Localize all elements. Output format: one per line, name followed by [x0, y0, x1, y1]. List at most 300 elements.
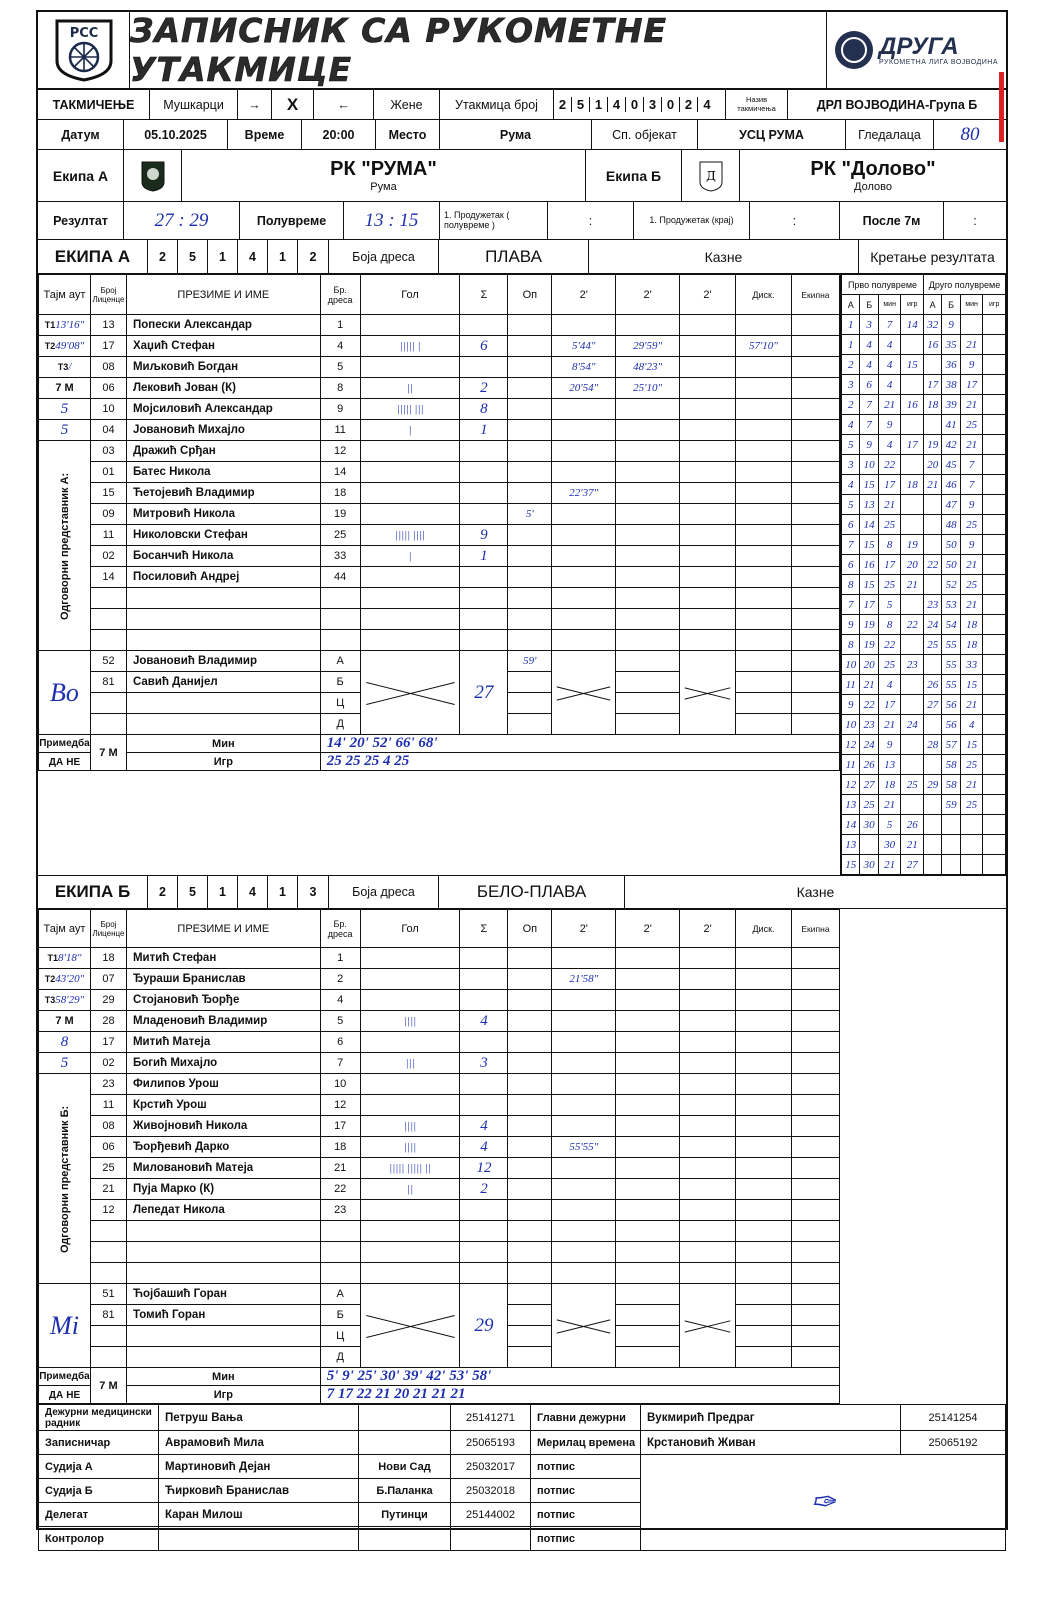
official-license: 52 [90, 651, 126, 672]
progress-igr-first: 20 [901, 555, 924, 575]
progress-igr-second [983, 475, 1006, 495]
player-team-penalty [791, 1095, 839, 1116]
official-2min-2 [616, 672, 680, 693]
time-value: 20:00 [302, 120, 376, 149]
player-name: Посиловић Андреј [126, 567, 320, 588]
federation-logo [38, 12, 130, 88]
player-2min-1 [552, 315, 616, 336]
date-label: Датум [38, 120, 124, 149]
team-b-crest [682, 150, 740, 201]
player-shirt [320, 588, 360, 609]
th-sum-b: Σ [460, 910, 508, 948]
player-2min-1 [552, 1053, 616, 1074]
player-disq [736, 1011, 792, 1032]
progress-b-second [942, 815, 960, 835]
player-2min-2 [616, 483, 680, 504]
player-2min-2 [616, 1221, 680, 1242]
player-shirt: 1 [320, 948, 360, 969]
player-op [508, 1074, 552, 1095]
progress-min-first: 21 [878, 495, 901, 515]
footer-name-5 [159, 1527, 359, 1551]
player-shirt: 33 [320, 546, 360, 567]
player-disq [736, 1137, 792, 1158]
progress-b-second: 55 [942, 675, 960, 695]
player-name: Лепедат Никола [126, 1200, 320, 1221]
player-2min-1 [552, 441, 616, 462]
progress-col-a2: А [923, 295, 941, 315]
player-shirt: 12 [320, 1095, 360, 1116]
player-team-penalty [791, 1116, 839, 1137]
progress-igr-second [983, 775, 1006, 795]
player-2min-1: 5'44" [552, 336, 616, 357]
player-license: 18 [90, 948, 126, 969]
player-2min-1: 8'54" [552, 357, 616, 378]
player-license [90, 588, 126, 609]
team-b-code-digit: 3 [309, 885, 317, 899]
progress-igr-first: 22 [901, 615, 924, 635]
note-yesno-b[interactable]: ДА НЕ [39, 1386, 91, 1404]
player-disq [736, 1179, 792, 1200]
player-disq [735, 483, 791, 504]
player-sum [460, 567, 508, 588]
footer-role-5: Контролор [39, 1527, 159, 1551]
player-op [508, 1179, 552, 1200]
progress-min-second: 9 [960, 495, 983, 515]
player-goals: | [360, 420, 460, 441]
progress-min-first: 5 [878, 595, 901, 615]
player-2min-1 [552, 948, 616, 969]
progress-col-b1: Б [860, 295, 878, 315]
progress-a-first: 7 [842, 535, 860, 555]
progress-igr-first [901, 795, 924, 815]
th-two-3-b: 2' [680, 910, 736, 948]
progress-igr-second [983, 675, 1006, 695]
timeout-cell-b[interactable]: Т18'18" [39, 948, 91, 969]
official-op [508, 693, 552, 714]
footer-city-2: Нови Сад [359, 1455, 451, 1479]
progress-igr-second [983, 715, 1006, 735]
official-license: 81 [90, 672, 126, 693]
official-op [508, 1326, 552, 1347]
progress-row [842, 575, 1006, 595]
player-license [90, 1221, 126, 1242]
progress-row [842, 615, 1006, 635]
progress-row [842, 675, 1006, 695]
progress-min-second: 21 [960, 395, 983, 415]
player-goals [360, 1095, 460, 1116]
progress-a-second: 29 [923, 775, 941, 795]
team-a-code-digit: 1 [208, 240, 238, 273]
player-2min-3 [680, 483, 736, 504]
footer-role-1: Записничар [39, 1431, 159, 1455]
official-team-penalty [791, 651, 839, 672]
progress-row [842, 775, 1006, 795]
note-player-values-a: 25 25 25 4 25 [320, 753, 839, 771]
ot2-label: 1. Продужетак (крај) [634, 202, 750, 239]
player-team-penalty [791, 315, 839, 336]
official-team-penalty [791, 1305, 839, 1326]
progress-igr-second [983, 315, 1006, 335]
progress-b-first: 19 [860, 615, 878, 635]
footer-role-4: Делегат [39, 1503, 159, 1527]
team-a-penalties-label: Казне [589, 240, 859, 273]
progress-min-first: 17 [878, 695, 901, 715]
player-2min-3 [680, 588, 736, 609]
player-2min-3 [680, 336, 736, 357]
progress-a-second: 32 [923, 315, 941, 335]
player-sum: 6 [460, 336, 508, 357]
team-b-city: Долово [854, 181, 892, 193]
progress-col-a1: А [842, 295, 860, 315]
official-license: 81 [90, 1305, 126, 1326]
player-team-penalty [791, 1263, 839, 1284]
team-b-label: Екипа Б [586, 150, 682, 201]
official-license [90, 693, 126, 714]
officials-2min-blocked-2 [680, 651, 736, 735]
progress-a-first: 4 [842, 475, 860, 495]
player-op [508, 1053, 552, 1074]
player-disq [735, 504, 791, 525]
progress-igr-second [983, 815, 1006, 835]
player-op [508, 1221, 552, 1242]
player-sum [460, 630, 508, 651]
progress-b-first: 20 [860, 655, 878, 675]
progress-a-second [923, 715, 941, 735]
progress-min-first: 21 [878, 395, 901, 415]
player-name [126, 1242, 320, 1263]
player-goals: ||||| ||| [360, 399, 460, 420]
official-name [126, 714, 320, 735]
player-team-penalty [791, 588, 839, 609]
progress-igr-second [983, 415, 1006, 435]
player-shirt [320, 1263, 360, 1284]
progress-min-second: 15 [960, 735, 983, 755]
player-team-penalty [791, 948, 839, 969]
seven-meter-attempts: 5 [39, 420, 91, 441]
progress-min-first: 21 [878, 855, 901, 875]
team-b-code-digit: 4 [238, 876, 268, 908]
official-op [508, 1305, 552, 1326]
player-disq [735, 462, 791, 483]
men-mark[interactable]: X [272, 90, 314, 119]
progress-a-second [923, 795, 941, 815]
seven-meter-label-b: 7 М [39, 1011, 91, 1032]
progress-a-second: 23 [923, 595, 941, 615]
player-op [508, 948, 552, 969]
progress-b-second: 9 [942, 315, 960, 335]
progress-a-second [923, 835, 941, 855]
progress-row [842, 755, 1006, 775]
player-shirt: 4 [320, 336, 360, 357]
player-2min-1 [552, 990, 616, 1011]
team-a-signature: Bo [39, 651, 91, 735]
official-slot: Ц [320, 693, 360, 714]
progress-row [842, 435, 1006, 455]
timeout-cell[interactable]: Т249'08" [39, 336, 91, 357]
team-a-name: РК "РУМА" [330, 158, 437, 180]
th-two-2: 2' [616, 275, 680, 315]
player-2min-2 [616, 1074, 680, 1095]
progress-a-first: 8 [842, 635, 860, 655]
team-a-representative: Одговорни представник А: [39, 441, 91, 651]
progress-b-first: 7 [860, 415, 878, 435]
progress-min-first: 4 [878, 675, 901, 695]
match-number-digits [554, 90, 726, 119]
player-name [126, 630, 320, 651]
progress-row [842, 595, 1006, 615]
player-2min-3 [680, 420, 736, 441]
progress-a-second: 16 [923, 335, 941, 355]
player-shirt: 6 [320, 1032, 360, 1053]
progress-a-first: 11 [842, 675, 860, 695]
player-goals [360, 1074, 460, 1095]
date-value: 05.10.2025 [124, 120, 228, 149]
progress-min-second: 9 [960, 535, 983, 555]
player-team-penalty [791, 630, 839, 651]
progress-row [842, 335, 1006, 355]
progress-a-first: 1 [842, 335, 860, 355]
footer-name-4: Каран Милош [159, 1503, 359, 1527]
player-name: Миловановић Матеја [126, 1158, 320, 1179]
player-op [508, 1095, 552, 1116]
player-2min-1 [552, 1074, 616, 1095]
player-shirt [320, 609, 360, 630]
match-digit: 4 [703, 97, 711, 112]
progress-b-second: 35 [942, 335, 960, 355]
player-shirt: 5 [320, 357, 360, 378]
progress-b-first: 13 [860, 495, 878, 515]
result-row [38, 202, 1006, 240]
player-shirt: 5 [320, 1011, 360, 1032]
progress-b-second: 55 [942, 635, 960, 655]
official-slot: Ц [320, 1326, 360, 1347]
team-a-city: Рума [370, 181, 397, 193]
progress-a-second [923, 815, 941, 835]
player-2min-3 [680, 609, 736, 630]
progress-b-first [860, 835, 878, 855]
player-2min-2 [616, 399, 680, 420]
progress-a-first: 5 [842, 435, 860, 455]
official-license [90, 1326, 126, 1347]
progress-a-second [923, 355, 941, 375]
player-goals [360, 315, 460, 336]
player-2min-1 [552, 1011, 616, 1032]
player-disq [735, 420, 791, 441]
official-2min-2 [616, 714, 680, 735]
player-shirt: 23 [320, 1200, 360, 1221]
progress-b-first: 30 [860, 855, 878, 875]
player-license: 11 [90, 525, 126, 546]
progress-row [842, 355, 1006, 375]
footer-lic-3: 25032018 [451, 1479, 531, 1503]
progress-min-first: 4 [878, 335, 901, 355]
player-sum: 9 [460, 525, 508, 546]
svg-text:Д: Д [705, 168, 716, 183]
progress-row [842, 815, 1006, 835]
player-2min-3 [680, 1095, 736, 1116]
player-2min-2 [616, 1179, 680, 1200]
progress-b-second: 47 [942, 495, 960, 515]
player-shirt: 18 [320, 1137, 360, 1158]
progress-row [842, 535, 1006, 555]
th-two-1: 2' [552, 275, 616, 315]
player-2min-2 [616, 948, 680, 969]
progress-b-first: 15 [860, 535, 878, 555]
official-disq [735, 714, 791, 735]
progress-b-first: 15 [860, 575, 878, 595]
team-a-shirt-label: Боја дреса [329, 240, 439, 273]
progress-a-second [923, 855, 941, 875]
progress-b-second: 58 [942, 775, 960, 795]
player-name: Ђорђевић Дарко [126, 1137, 320, 1158]
progress-min-second: 33 [960, 655, 983, 675]
progress-min-second [960, 815, 983, 835]
progress-igr-first [901, 335, 924, 355]
footer-role2-2: потпис [531, 1455, 641, 1479]
th-name: ПРЕЗИМЕ И ИМЕ [126, 275, 320, 315]
footer-table [38, 1404, 1006, 1551]
player-2min-1 [552, 420, 616, 441]
player-2min-3 [680, 1200, 736, 1221]
player-sum [460, 462, 508, 483]
progress-igr-first [901, 515, 924, 535]
women-arrow: ← [314, 90, 374, 119]
player-sum: 2 [460, 378, 508, 399]
player-op [508, 609, 552, 630]
team-a-code-digit: 1 [268, 240, 298, 273]
player-2min-1 [552, 1200, 616, 1221]
player-op [508, 969, 552, 990]
progress-igr-first: 27 [901, 855, 924, 875]
player-shirt: 12 [320, 441, 360, 462]
footer-name-3: Ћирковић Бранислав [159, 1479, 359, 1503]
team-a-code-digit: 2 [148, 240, 178, 273]
player-op [508, 357, 552, 378]
th-op: Оп [508, 275, 552, 315]
player-sum [460, 948, 508, 969]
player-license: 03 [90, 441, 126, 462]
progress-min-second: 21 [960, 595, 983, 615]
official-2min-2 [616, 1305, 680, 1326]
th-shirt: Бр. дреса [320, 275, 360, 315]
timeout-cell[interactable]: Т113'16" [39, 315, 91, 336]
player-sum [460, 504, 508, 525]
player-2min-2 [616, 630, 680, 651]
official-disq [736, 1284, 792, 1305]
footer-role2-0: Главни дежурни [531, 1405, 641, 1431]
progress-a-first: 7 [842, 595, 860, 615]
player-shirt [320, 630, 360, 651]
timeout-cell-b[interactable]: Т358'29" [39, 990, 91, 1011]
player-disq [735, 357, 791, 378]
player-goals [360, 483, 460, 504]
progress-b-second: 59 [942, 795, 960, 815]
player-2min-1 [552, 630, 616, 651]
official-op [508, 1284, 552, 1305]
seven-meter-attempts-b: 5 [39, 1053, 91, 1074]
progress-a-second [923, 515, 941, 535]
player-shirt: 2 [320, 969, 360, 990]
player-2min-2 [616, 1242, 680, 1263]
player-team-penalty [791, 441, 839, 462]
player-op [508, 420, 552, 441]
league-logo-line1: ДРУГА [879, 32, 959, 60]
progress-min-second: 21 [960, 555, 983, 575]
progress-igr-first: 24 [901, 715, 924, 735]
progress-a-second: 21 [923, 475, 941, 495]
progress-a-second [923, 495, 941, 515]
player-name: Мојсиловић Александар [126, 399, 320, 420]
player-goals: || [360, 1179, 460, 1200]
player-2min-2 [616, 441, 680, 462]
seven-meter-made: 5 [39, 399, 91, 420]
player-2min-3 [680, 1158, 736, 1179]
player-op [508, 1158, 552, 1179]
footer-role-3: Судија Б [39, 1479, 159, 1503]
progress-igr-first [901, 635, 924, 655]
match-digit: 4 [608, 97, 626, 112]
footer-lic-4: 25144002 [451, 1503, 531, 1527]
player-2min-2 [616, 1116, 680, 1137]
progress-min-second: 9 [960, 355, 983, 375]
player-goals [360, 1032, 460, 1053]
player-disq [736, 948, 792, 969]
note-min-values-b: 5' 9' 25' 30' 39' 42' 53' 58' [320, 1368, 839, 1386]
progress-b-first: 25 [860, 795, 878, 815]
progress-a-first: 4 [842, 415, 860, 435]
note-yesno-a[interactable]: ДА НЕ [39, 753, 91, 771]
sheet-header [38, 12, 1006, 90]
progress-min-second: 18 [960, 635, 983, 655]
player-shirt: 1 [320, 315, 360, 336]
timeout-cell-b[interactable]: Т243'20" [39, 969, 91, 990]
official-team-penalty [791, 714, 839, 735]
official-name: Јовановић Владимир [126, 651, 320, 672]
player-name: Живојновић Никола [126, 1116, 320, 1137]
player-license: 09 [90, 504, 126, 525]
player-2min-2 [616, 1263, 680, 1284]
spectators-value: 80 [960, 123, 980, 145]
player-sum [460, 315, 508, 336]
player-team-penalty [791, 1242, 839, 1263]
player-sum: 4 [460, 1137, 508, 1158]
official-name: Ћојбашић Горан [126, 1284, 320, 1305]
progress-igr-first [901, 755, 924, 775]
player-disq [736, 1074, 792, 1095]
progress-b-second: 39 [942, 395, 960, 415]
progress-min-second: 17 [960, 375, 983, 395]
player-disq: 57'10" [735, 336, 791, 357]
progress-igr-second [983, 575, 1006, 595]
footer-city-3: Б.Паланка [359, 1479, 451, 1503]
player-shirt: 22 [320, 1179, 360, 1200]
player-team-penalty [791, 1200, 839, 1221]
player-sum [460, 1032, 508, 1053]
player-license: 04 [90, 420, 126, 441]
timeout-cell[interactable]: Т3/ [39, 357, 91, 378]
player-op [508, 630, 552, 651]
player-2min-2 [616, 990, 680, 1011]
player-license: 08 [90, 1116, 126, 1137]
player-team-penalty [791, 1179, 839, 1200]
competition-name-value: ДРЛ ВОЈВОДИНА-Група Б [816, 97, 978, 112]
player-disq [735, 399, 791, 420]
team-a-code-digit: 5 [178, 240, 208, 273]
progress-a-first: 12 [842, 775, 860, 795]
progress-igr-first: 15 [901, 355, 924, 375]
player-2min-2 [616, 1032, 680, 1053]
progress-b-second: 54 [942, 615, 960, 635]
